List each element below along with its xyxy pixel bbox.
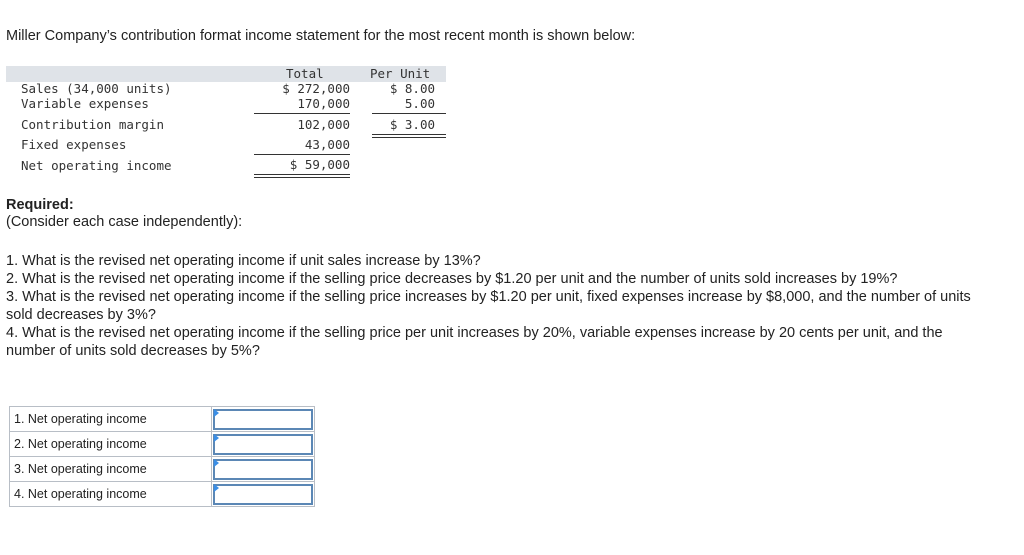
input-marker-icon (214, 409, 219, 417)
row-label-variable: Variable expenses (21, 96, 149, 111)
answer-label-3: 3. Net operating income (10, 457, 212, 482)
row-per-unit-sales: $ 8.00 (389, 81, 435, 96)
row-label-sales: Sales (34,000 units) (21, 81, 172, 96)
answer-row (10, 432, 315, 457)
row-label-fixed: Fixed expenses (21, 137, 127, 152)
input-marker-icon (214, 459, 219, 467)
answer-input-4[interactable] (213, 484, 313, 505)
answer-label-1: 1. Net operating income (10, 407, 212, 432)
required-note: (Consider each case independently): (6, 214, 243, 230)
answer-table (9, 406, 315, 507)
input-marker-icon (214, 434, 219, 442)
underline-fixed-total (254, 154, 350, 155)
header-per-unit: Per Unit (370, 66, 431, 81)
answer-row (10, 407, 315, 432)
answer-row (10, 482, 315, 507)
header-total: Total (286, 66, 324, 81)
answer-label-4: 4. Net operating income (10, 482, 212, 507)
income-statement (6, 66, 446, 178)
row-label-net: Net operating income (21, 158, 172, 173)
underline-variable-total (254, 113, 350, 114)
answer-input-3[interactable] (213, 459, 313, 480)
double-underline-net-total (254, 174, 350, 178)
intro-text: Miller Company’s contribution format income statement for the most recent month is shown below: (6, 28, 636, 44)
row-total-net: $ 59,000 (289, 157, 350, 172)
question-3: 3. What is the revised net operating income if the selling price increases by $1.20 per unit, fixed expenses increase by $8,000, and the number of units sold decreases by 3%? (6, 289, 971, 323)
question-2: 2. What is the revised net operating income if the selling price decreases by $1.20 per unit and the number of units sold increases by 19%? (6, 271, 898, 287)
row-label-contribution: Contribution margin (21, 117, 164, 132)
row-per-unit-contribution: $ 3.00 (389, 117, 435, 132)
row-total-sales: $ 272,000 (282, 81, 350, 96)
row-per-unit-variable: 5.00 (404, 96, 435, 111)
required-heading: Required: (6, 197, 74, 213)
answer-label-2: 2. Net operating income (10, 432, 212, 457)
question-1: 1. What is the revised net operating income if unit sales increase by 13%? (6, 253, 481, 269)
input-marker-icon (214, 484, 219, 492)
row-total-fixed: 43,000 (304, 137, 350, 152)
question-4: 4. What is the revised net operating income if the selling price per unit increases by 20%, variable expenses increase by 20 cents per unit, and the number of units sold decreases by 5%? (6, 325, 943, 359)
row-total-variable: 170,000 (297, 96, 350, 111)
underline-variable-per-unit (372, 113, 446, 114)
double-underline-per-unit (372, 134, 446, 138)
answer-input-1[interactable] (213, 409, 313, 430)
question-list (6, 252, 981, 360)
answer-row (10, 457, 315, 482)
row-total-contribution: 102,000 (297, 117, 350, 132)
answer-input-2[interactable] (213, 434, 313, 455)
